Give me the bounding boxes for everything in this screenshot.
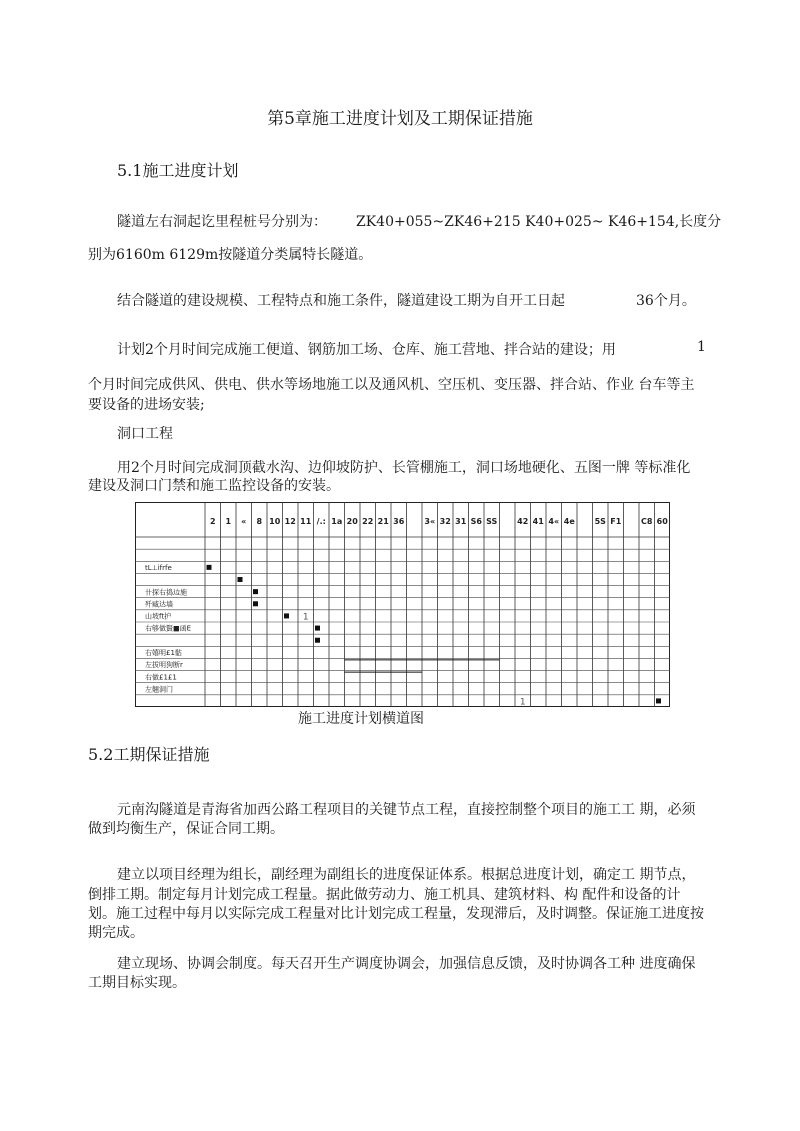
paragraph-system-line1: 建立以项目经理为组长，副经理为副组长的进度保证体系。根据总进度计划，确定工 期节点，: [117, 867, 696, 883]
section-heading-5-1: 5.1施工进度计划: [117, 161, 239, 180]
gantt-marker: [253, 601, 258, 606]
section-heading-5-2: 5.2工期保证措施: [88, 745, 210, 764]
paragraph-system-line2: 倒排工期。制定每月计划完成工程量。据此做劳动力、施工机具、建筑材料、构 配件和设备的计: [88, 887, 681, 903]
gantt-column-label: 21: [377, 517, 389, 526]
gantt-row-label: 歼臧达墙: [145, 600, 173, 609]
gantt-marker: [284, 613, 289, 618]
sub-heading-portal: 洞口工程: [117, 426, 173, 442]
gantt-column-label: 12: [284, 517, 296, 526]
gantt-column-label: 5S: [594, 517, 606, 526]
gantt-column-label: 1: [225, 517, 232, 526]
paragraph-duration-b: 36个月。: [636, 293, 696, 309]
gantt-column-label: 4e: [563, 517, 575, 526]
paragraph-system-line4: 期完成。: [88, 925, 144, 941]
gantt-inline-mark: 1: [302, 612, 309, 623]
paragraph-system-line3: 划。施工过程中每月以实际完成工程量对比计划完成工程量，发现滞后，及时调整。保证施工进度按: [88, 906, 704, 922]
paragraph-portal-line1: 用2个月时间完成洞顶截水沟、边仰坡防护、长管棚施工，洞口场地硬化、五图一牌 等标准化: [117, 460, 691, 476]
paragraph-guarantee-line1: 元南沟隧道是青海省加西公路工程项目的关键节点工程，直接控制整个项目的施工工 期，必须: [117, 802, 696, 818]
gantt-caption: 施工进度计划横道图: [298, 711, 424, 727]
gantt-row-label: 左拔明狗断r: [145, 661, 183, 670]
gantt-frame: [136, 503, 670, 707]
gantt-column-label: 11: [300, 517, 312, 526]
paragraph-meeting-line2: 工期目标实现。: [88, 975, 186, 991]
gantt-column-label: 3«: [424, 517, 436, 526]
gantt-column-label: C8: [641, 517, 653, 526]
paragraph-guarantee-line2: 做到均衡生产，保证合同工期。: [88, 821, 284, 837]
gantt-row-label: 右做£1£1: [145, 673, 177, 682]
gantt-column-label: 22: [362, 517, 374, 526]
paragraph-meeting-line1: 建立现场、协调会制度。每天召开生产调度协调会，加强信息反馈，及时协调各工种 进度确保: [117, 956, 696, 972]
gantt-row-label: 卄探右捣边施: [145, 588, 187, 597]
paragraph-plan-line1: 计划2个月时间完成施工便道、钢筋加工场、仓库、施工营地、拌合站的建设；用: [117, 342, 616, 358]
gantt-row-label: 左翹洞门: [145, 685, 173, 694]
gantt-inline-mark: 1: [519, 697, 526, 708]
gantt-column-label: 8: [256, 517, 263, 526]
gantt-column-label: 60: [656, 517, 668, 526]
gantt-chart: [135, 502, 670, 716]
paragraph-plan-number: 1: [697, 339, 706, 355]
paragraph-duration-a: 结合隧道的建设规模、工程特点和施工条件，隧道建设工期为自开工日起: [117, 293, 565, 309]
paragraph-plan-line3: 要设备的进场安装;: [88, 397, 205, 413]
gantt-row-label: 右够做賢■函E: [145, 624, 192, 633]
gantt-column-label: 41: [532, 517, 544, 526]
gantt-column-label: 2: [209, 517, 216, 526]
gantt-column-label: 4«: [548, 517, 560, 526]
gantt-marker: [315, 626, 320, 631]
gantt-svg: [135, 502, 670, 712]
page-title: 第5章施工进度计划及工期保证措施: [267, 109, 533, 129]
gantt-column-label: 10: [269, 517, 281, 526]
gantt-marker: [238, 577, 243, 582]
gantt-marker: [253, 589, 258, 594]
gantt-column-label: «: [241, 517, 247, 526]
paragraph-plan-line2: 个月时间完成供风、供电、供水等场地施工以及通风机、空压机、变压器、拌合站、作业 台车等主: [88, 377, 695, 393]
gantt-marker: [656, 698, 661, 703]
paragraph-portal-line2: 建设及洞口门禁和施工监控设备的安装。: [88, 478, 340, 494]
gantt-row-label: 右嬉明£1骷: [145, 649, 182, 658]
gantt-column-label: 20: [346, 517, 358, 526]
gantt-column-label: 1a: [331, 517, 343, 526]
paragraph-mileage-a: 隧道左右洞起讫里程桩号分别为：: [117, 214, 327, 230]
gantt-row-label: tL⊥ifrfe: [145, 564, 172, 573]
gantt-column-label: 42: [517, 517, 529, 526]
gantt-column-label: 36: [393, 517, 405, 526]
gantt-marker: [207, 565, 212, 570]
gantt-column-label: SS: [486, 517, 498, 526]
gantt-column-label: F1: [610, 517, 622, 526]
gantt-column-label: S6: [470, 517, 482, 526]
paragraph-mileage-b: ZK40+055~ZK46+215 K40+025~ K46+154,长度分: [356, 214, 722, 230]
gantt-column-label: 32: [439, 517, 451, 526]
gantt-row-label: 山坡ft护: [145, 612, 172, 621]
paragraph-mileage-line2: 别为6160m 6129m按隧道分类属特长隧道。: [88, 247, 373, 263]
gantt-column-label: /.:: [316, 517, 326, 526]
gantt-column-label: 31: [455, 517, 467, 526]
gantt-marker: [315, 638, 320, 643]
